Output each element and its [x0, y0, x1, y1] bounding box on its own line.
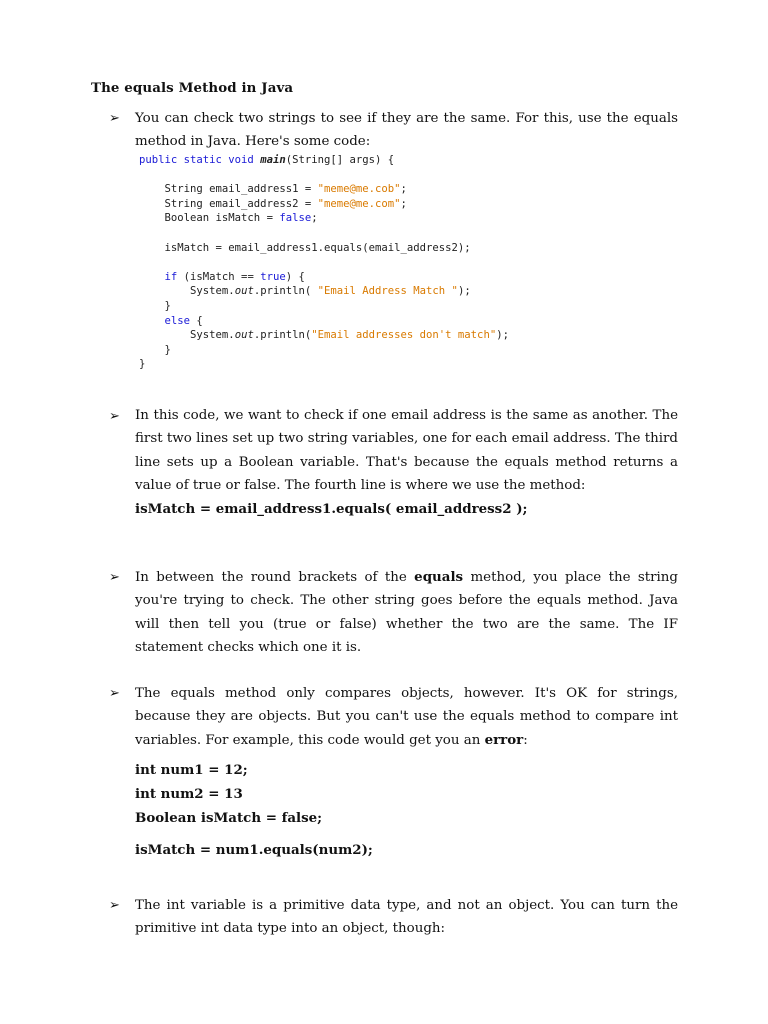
- code-text: .println(: [253, 285, 318, 298]
- code-text: ;: [400, 183, 407, 196]
- paragraph-text: In between the round brackets of the: [135, 570, 415, 585]
- code-text: ;: [400, 197, 407, 210]
- code-string: "meme@me.cob": [317, 183, 401, 196]
- code-keyword: if: [164, 270, 178, 283]
- code-main: main: [260, 154, 286, 166]
- code-keyword: else: [164, 314, 191, 327]
- code-text: ;: [311, 212, 318, 225]
- code-text: System.: [190, 285, 235, 298]
- paragraph-text: In this code, we want to check if one email address is the same as another. The first two lines set up two string variables, one for each email address. The third line sets up a Boolean variable. That's because the equals method returns a value of true or false. The fourth line is where we use the method:: [135, 408, 678, 494]
- page-title: The equals Method in Java: [91, 80, 294, 96]
- code-text: ) {: [285, 270, 305, 283]
- bullet-arrow-icon: ➢: [109, 686, 120, 701]
- snippet-line: int num1 = 12;: [135, 762, 248, 778]
- code-string: "Email Address Match ": [317, 285, 458, 298]
- code-text: String email_address1 =: [164, 183, 318, 196]
- paragraph-text: :: [523, 732, 528, 748]
- code-text: out: [234, 329, 254, 342]
- bullet-arrow-icon: ➢: [109, 570, 120, 585]
- code-text: );: [457, 285, 471, 298]
- bullet-arrow-icon: ➢: [109, 898, 120, 913]
- bullet-arrow-icon: ➢: [109, 111, 120, 126]
- code-block: [139, 153, 509, 372]
- code-text: }: [164, 343, 171, 356]
- paragraph-text: method, you place the string you're trying to check. The other string goes before the equals method. Java will then tell you (true or false) whether the two are the same. The IF statement checks which one it is.: [135, 570, 678, 656]
- code-text: }: [139, 358, 146, 371]
- code-keyword: false: [279, 212, 312, 225]
- code-text: }: [164, 299, 171, 312]
- inline-code-line: isMatch = email_address1.equals( email_address2 );: [135, 500, 528, 517]
- snippet-line: isMatch = num1.equals(num2);: [135, 842, 373, 858]
- paragraph-text: The equals method only compares objects, however. It's OK for strings, because they are objects. But you can't use the equals method to compare int variables. For example, this code would get you an: [135, 686, 678, 748]
- code-text: {: [190, 314, 203, 327]
- emphasis-error: error: [484, 731, 524, 748]
- paragraph-intro: You can check two strings to see if they are the same. For this, use the equals method in Java. Here's some code:: [135, 111, 678, 150]
- code-text: String email_address2 =: [164, 197, 318, 210]
- code-text: (isMatch ==: [177, 270, 261, 283]
- code-text: (String[] args) {: [285, 154, 395, 166]
- code-string: "meme@me.com": [317, 197, 401, 210]
- code-keyword: public static void: [139, 154, 261, 166]
- snippet-line: int num2 = 13: [135, 786, 243, 802]
- code-text: out: [234, 285, 254, 298]
- paragraph-objects: [135, 682, 678, 752]
- paragraph-brackets: [135, 566, 678, 660]
- code-text: isMatch = email_address1.equals(email_address2);: [164, 241, 471, 254]
- snippet-line: Boolean isMatch = false;: [135, 810, 323, 826]
- code-text: System.: [190, 329, 235, 342]
- code-text: );: [496, 329, 509, 342]
- code-text: .println(: [253, 329, 312, 342]
- paragraph-explanation: [135, 404, 678, 521]
- emphasis-equals: equals: [414, 569, 464, 585]
- paragraph-primitive: The int variable is a primitive data type, and not an object. You can turn the primitive int data type into an object, though:: [135, 898, 678, 937]
- code-keyword: true: [260, 270, 286, 283]
- code-text: Boolean isMatch =: [164, 212, 280, 225]
- bullet-arrow-icon: ➢: [109, 409, 120, 424]
- code-string: "Email addresses don't match": [311, 329, 497, 342]
